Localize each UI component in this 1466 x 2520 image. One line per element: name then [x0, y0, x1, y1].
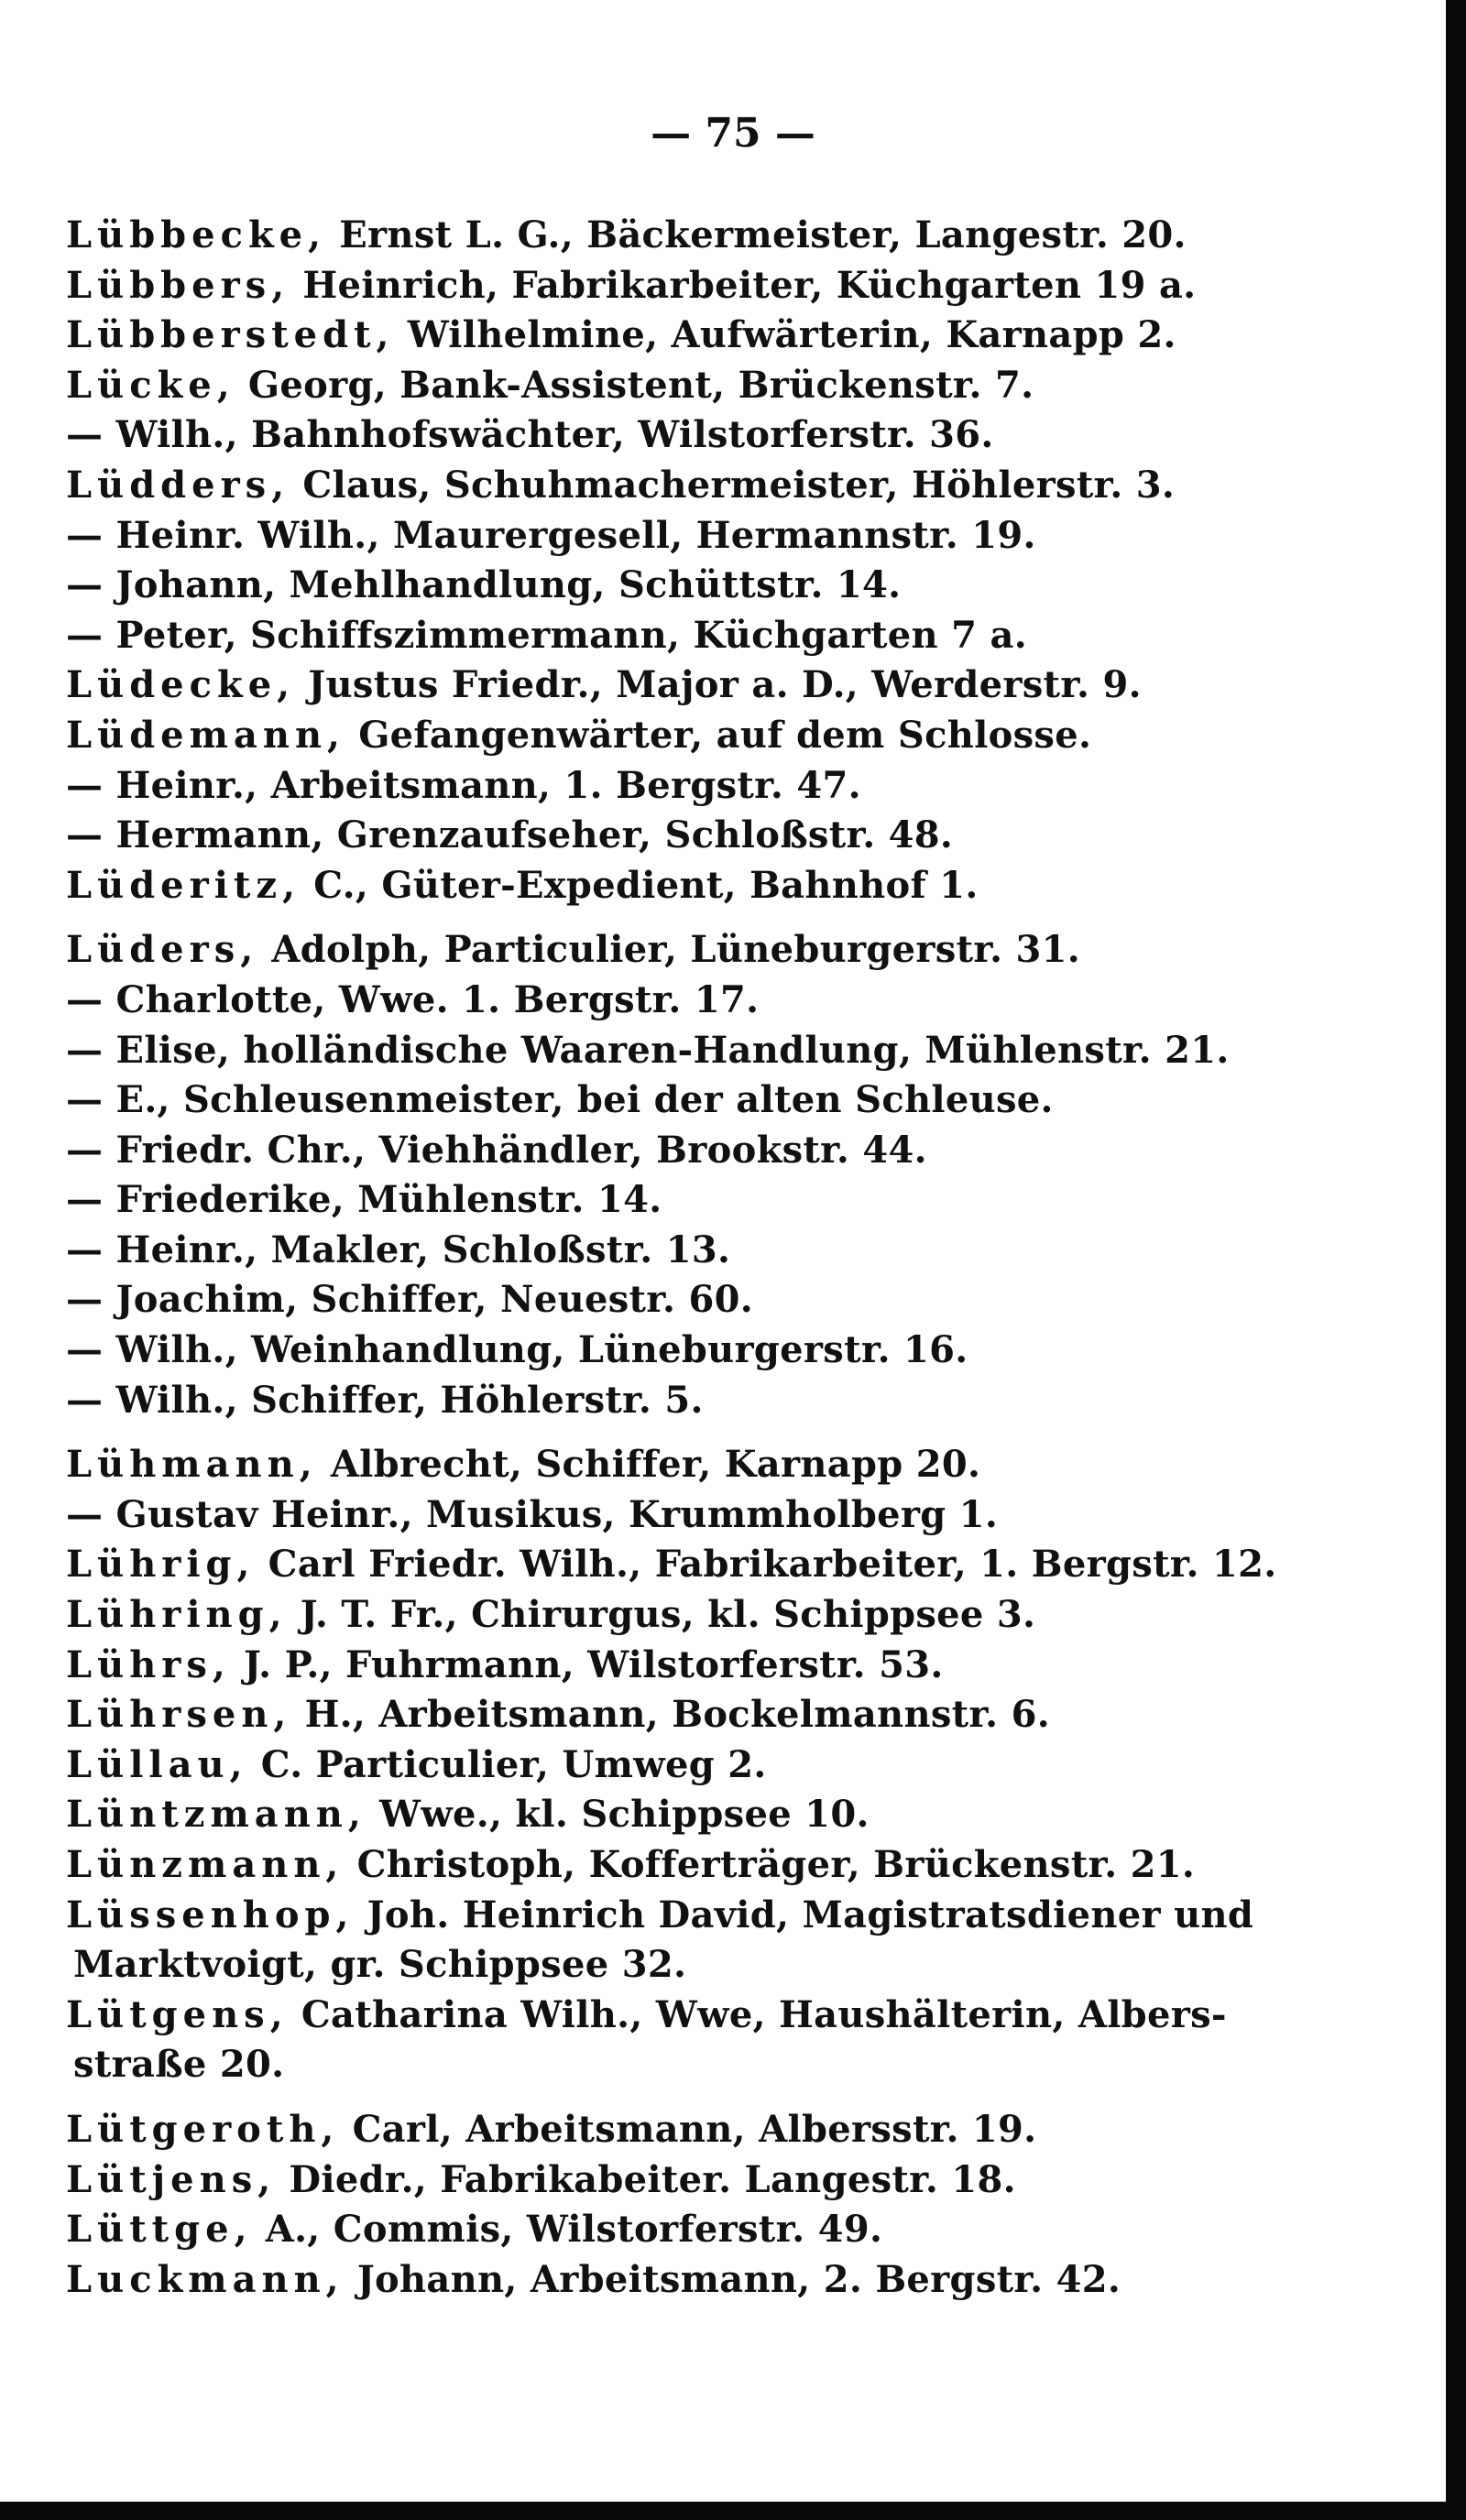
directory-entry	[66, 1275, 1285, 1325]
directory-entry	[66, 1641, 1285, 1691]
directory-entry	[66, 511, 1285, 562]
directory-entry	[66, 1540, 1285, 1590]
entry-details: — Charlotte, Wwe. 1. Bergstr. 17.	[66, 977, 760, 1021]
directory-entry	[66, 311, 1285, 361]
directory-entry	[66, 976, 1285, 1026]
entry-details: Claus, Schuhmachermeister, Höhlerstr. 3.	[290, 463, 1176, 507]
directory-entry	[66, 611, 1285, 661]
directory-entry	[66, 211, 1285, 261]
entry-details: Ernst L. G., Bäckermeister, Langestr. 20.	[326, 213, 1187, 256]
entry-details: — Peter, Schiffszimmermann, Küchgarten 7 a.	[66, 613, 1027, 657]
page-number: — 75 —	[651, 110, 815, 157]
directory-entry	[66, 1740, 1285, 1791]
entry-surname: Lüdders,	[66, 463, 290, 507]
directory-entry	[66, 410, 1285, 461]
entry-surname: Lübberstedt,	[66, 313, 395, 357]
entry-details: Wilhelmine, Aufwärterin, Karnapp 2.	[394, 313, 1176, 357]
entry-details: — Heinr. Wilh., Maurergesell, Hermannstr. 19.	[66, 513, 1036, 557]
directory-entry	[66, 711, 1285, 761]
entry-surname: Lüdemann,	[66, 713, 345, 757]
entry-surname: Lüttge,	[66, 2208, 253, 2252]
entry-surname: Lüllau,	[66, 1742, 248, 1786]
entry-details: — Friedr. Chr., Viehhändler, Brookstr. 44.	[66, 1128, 927, 1172]
entry-details: Johann, Arbeitsmann, 2. Bergstr. 42.	[344, 2257, 1121, 2301]
directory-entry	[66, 2255, 1285, 2306]
entry-details: Wwe., kl. Schippsee 10.	[366, 1793, 870, 1837]
directory-entry	[66, 925, 1285, 976]
entry-details: C., Güter-Expedient, Bahnhof 1.	[301, 863, 979, 907]
scan-edge-bottom	[0, 2502, 1466, 2520]
entry-details: Carl, Arbeitsmann, Albersstr. 19.	[339, 2107, 1037, 2151]
entry-details: — Heinr., Arbeitsmann, 1. Bergstr. 47.	[66, 763, 861, 807]
scan-edge-right	[1446, 0, 1466, 2520]
entry-surname: Lührsen,	[66, 1693, 292, 1737]
entry-surname: Lührig,	[66, 1543, 256, 1587]
entry-details: Catharina Wilh., Wwe, Haushälterin, Albers-	[288, 1992, 1227, 2036]
directory-entries	[66, 211, 1285, 2305]
entry-details: — Elise, holländische Waaren-Handlung, Mühlenstr. 21.	[66, 1028, 1230, 1072]
entry-surname: Lührs,	[66, 1642, 231, 1686]
entry-details: Georg, Bank-Assistent, Brückenstr. 7.	[235, 363, 1034, 407]
directory-entry	[66, 1226, 1285, 1276]
entry-surname: Lütjens,	[66, 2157, 277, 2201]
entry-details: — Wilh., Schiffer, Höhlerstr. 5.	[66, 1378, 704, 1422]
directory-entry	[66, 1376, 1285, 1426]
directory-entry	[66, 2105, 1285, 2155]
entry-details: J. T. Fr., Chirurgus, kl. Schippsee 3.	[287, 1593, 1036, 1637]
entry-details: — Johann, Mehlhandlung, Schüttstr. 14.	[66, 563, 902, 607]
entry-details: — Heinr., Makler, Schloßstr. 13.	[66, 1227, 731, 1271]
entry-details: — Friederike, Mühlenstr. 14.	[66, 1178, 662, 1222]
directory-entry	[66, 1026, 1285, 1076]
directory-entry-continuation	[66, 1940, 1285, 1991]
entry-details: C. Particulier, Umweg 2.	[247, 1742, 767, 1786]
entry-details: Christoph, Kofferträger, Brückenstr. 21.	[344, 1843, 1196, 1886]
entry-details: Joh. Heinrich David, Magistratsdiener und	[354, 1893, 1254, 1936]
entry-details: A., Commis, Wilstorferstr. 49.	[252, 2208, 883, 2252]
entry-details: — E., Schleusenmeister, bei der alten Schleuse.	[66, 1078, 1054, 1122]
directory-entry	[66, 1440, 1285, 1490]
directory-entry	[66, 761, 1285, 812]
directory-entry	[66, 1175, 1285, 1226]
directory-entry	[66, 1790, 1285, 1840]
entry-details: Albrecht, Schiffer, Karnapp 20.	[317, 1443, 981, 1487]
directory-entry	[66, 1840, 1285, 1891]
entry-details: Adolph, Particulier, Lüneburgerstr. 31.	[258, 928, 1081, 972]
directory-entry	[66, 1075, 1285, 1126]
entry-details: Gefangenwärter, auf dem Schlosse.	[345, 713, 1092, 757]
entry-details: Marktvoigt, gr. Schippsee 32.	[73, 1943, 687, 1987]
directory-entry	[66, 1891, 1285, 1941]
directory-entry	[66, 1991, 1285, 2041]
directory-entry	[66, 2205, 1285, 2255]
directory-entry	[66, 561, 1285, 611]
entry-surname: Lütgens,	[66, 1992, 289, 2036]
entry-details: — Joachim, Schiffer, Neuestr. 60.	[66, 1278, 753, 1322]
directory-entry	[66, 1490, 1285, 1541]
entry-surname: Lüders,	[66, 928, 259, 972]
directory-entry	[66, 461, 1285, 511]
entry-details: H., Arbeitsmann, Bockelmannstr. 6.	[291, 1693, 1050, 1737]
entry-surname: Lüderitz,	[66, 863, 301, 907]
entry-details: — Wilh., Bahnhofswächter, Wilstorferstr. 36.	[66, 413, 994, 457]
directory-entry	[66, 1690, 1285, 1740]
directory-entry-continuation	[66, 2040, 1285, 2090]
entry-surname: Lübbers,	[66, 263, 290, 307]
entry-surname: Lütgeroth,	[66, 2107, 340, 2151]
entry-details: J. P., Fuhrmann, Wilstorferstr. 53.	[230, 1642, 944, 1686]
entry-details: — Wilh., Weinhandlung, Lüneburgerstr. 16.	[66, 1328, 968, 1372]
entry-details: — Gustav Heinr., Musikus, Krummholberg 1.	[66, 1492, 999, 1536]
entry-details: Justus Friedr., Major a. D., Werderstr. 9.	[295, 663, 1142, 707]
entry-surname: Lübbecke,	[66, 213, 327, 256]
entry-surname: Lücke,	[66, 363, 235, 407]
entry-details: Carl Friedr. Wilh., Fabrikarbeiter, 1. Bergstr. 12.	[255, 1543, 1277, 1587]
directory-entry	[66, 1325, 1285, 1376]
entry-surname: Lühmann,	[66, 1443, 318, 1487]
directory-entry	[66, 861, 1285, 911]
entry-details: — Hermann, Grenzaufseher, Schloßstr. 48.	[66, 813, 954, 857]
entry-details: Diedr., Fabrikabeiter. Langestr. 18.	[276, 2157, 1016, 2201]
entry-surname: Lüssenhop,	[66, 1893, 355, 1936]
entry-surname: Luckmann,	[66, 2257, 345, 2301]
directory-entry	[66, 660, 1285, 711]
entry-surname: Lüdecke,	[66, 663, 296, 707]
entry-details: Heinrich, Fabrikarbeiter, Küchgarten 19 a.	[290, 263, 1197, 307]
directory-entry	[66, 811, 1285, 861]
entry-surname: Lühring,	[66, 1593, 288, 1637]
directory-entry	[66, 2155, 1285, 2206]
directory-entry	[66, 1590, 1285, 1641]
directory-entry	[66, 1126, 1285, 1176]
entry-details: straße 20.	[73, 2043, 285, 2087]
entry-surname: Lünzmann,	[66, 1843, 345, 1886]
directory-entry	[66, 361, 1285, 411]
directory-entry	[66, 261, 1285, 311]
entry-surname: Lüntzmann,	[66, 1793, 366, 1837]
